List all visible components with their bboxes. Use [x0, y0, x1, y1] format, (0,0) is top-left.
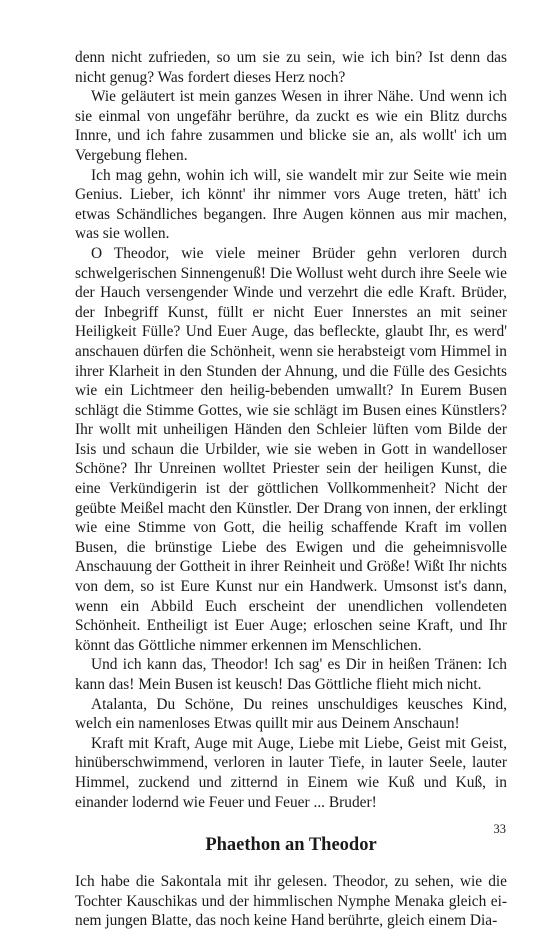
paragraph-3: Ich mag gehn, wohin ich will, sie wandelt mir zur Seite wie mein Genius. Lieber, ich könnt' ihr nimmer vors Auge treten, hätt' ich etwas Schändliches begangen. Ihre Augen können aus mir machen, was sie wollen.: [75, 166, 507, 243]
paragraph-2: Wie geläutert ist mein ganzes Wesen in ihrer Nähe. Und wenn ich sie einmal von ungefähr berühre, da zuckt es wie ein Blitz durchs Innre, und ich fahre zusammen und blicke sie an, als wollt' ich um Vergebung flehen.: [75, 88, 507, 164]
paragraph-5: Und ich kann das, Theodor! Ich sag' es Dir in heißen Tränen: Ich kann das! Mein Busen ist keusch! Das Göttliche flieht mich nicht.: [75, 656, 507, 693]
paragraph-final: Ich habe die Sakontala mit ihr gelesen. Theodor, zu sehen, wie die Tochter Kauschikas und der himmlischen Nymphe Menaka gleich einem jungen Blatte, das noch keine Hand berührte, gleich einem Dia-: [75, 873, 507, 930]
paragraph-6: Atalanta, Du Schöne, Du reines unschuldiges keusches Kind, welch ein namenloses Etwas quillt mir aus Deinem Anschaun!: [75, 695, 507, 733]
page-number: 33: [493, 822, 506, 836]
paragraph-1: denn nicht zufrieden, so um sie zu sein, wie ich bin? Ist denn das nicht genug? Was fordert dieses Herz noch?: [75, 49, 507, 86]
paragraph-7: Kraft mit Kraft, Auge mit Auge, Liebe mit Liebe, Geist mit Geist, hinüberschwimmend, verloren in lauter Tiefe, in lauter Seele, lauter Himmel, zuckend und zitternd in Einem wie Kuß und Kuß, in einander lodernd wie Feuer und Feuer ... Bruder!: [75, 734, 507, 811]
paragraph-4: O Theodor, wie viele meiner Brüder gehn verloren durch schwelgerischen Sinnengenuß! Die Wollust weht durch ihre Seele wie der Hauch versengender Winde und verzehrt die edle Kraft. Brüder, der Inbegriff Kunst, füllt er nicht Euer Innerstes an mit seiner Heiligkeit Fülle? Und Euer Auge, das befleckte, glaubt Ihr, es werd' anschauen dürfen die Schönheit, wenn sie herabsteigt vom Himmel in ihrer Klarheit in den Stunden der Ahnung, und die Fülle des Gesichts wie ein Lichtmeer den heilig-bebenden umwallt? In Eurem Busen schlägt die Stimme Gottes, wie sie schlägt im Busen eines Künstlers? Ihr wollt mit unheiligen Händen den Schleier lüften vom Bilde der Isis und schaun die Urbilder, wie sie weben in Gott in wandelloser Schöne? Ihr Unreinen wolltet Priester sein der heiligen Kunst, die eine Verkündigerin ist der göttlichen Vollkommenheit? Nicht der geübte Meißel macht den Künstler. Der Drang von innen, der erklingt wie eine Stimme von Gott, die heilig schaffende Kraft im vollen Busen, die brünstige Liebe des Ewigen und die geheimnisvolle Anschauung der Gottheit in ihrer Reinheit und Größe! Wißt Ihr nichts von dem, so ist Eure Kunst nur ein Handwerk. Umsonst ist's dann, wenn ein Abbild Euch erscheint der unendlichen vollendeten Schönheit. Entheiligt ist Euer Auge; erloschen seine Kraft, und Ihr könnt das Göttliche nimmer erkennen im Menschlichen.: [75, 244, 507, 654]
page-text-block: [75, 48, 507, 931]
section-heading: Phaethon an Theodor: [205, 835, 377, 856]
